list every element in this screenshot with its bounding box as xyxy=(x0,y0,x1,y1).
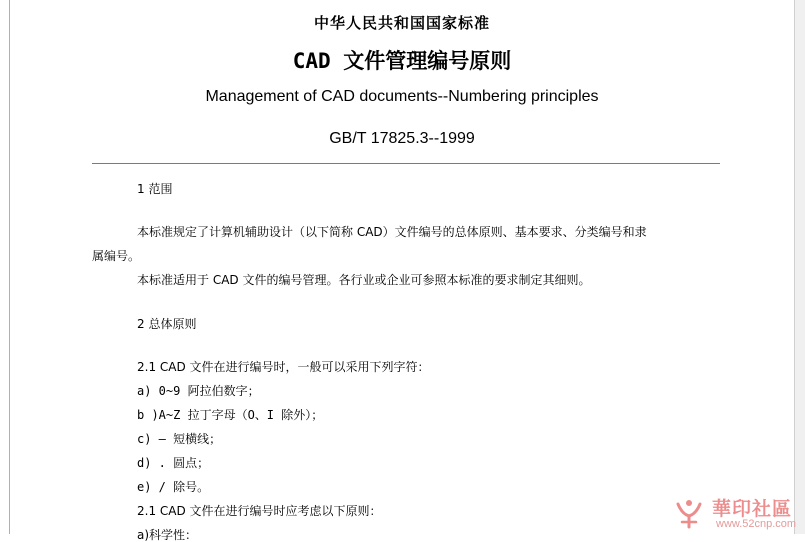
header-divider xyxy=(92,163,720,164)
paragraph-line: 属编号。 xyxy=(92,249,141,263)
list-item: c) – 短横线； xyxy=(137,432,222,446)
standard-number: GB/T 17825.3--1999 xyxy=(329,130,475,147)
watermark-text: 華印社區 xyxy=(712,498,793,520)
paragraph-line: 本标准适用于 CAD 文件的编号管理。各行业或企业可参照本标准的要求制定其细则。 xyxy=(137,273,591,287)
clause-line: 2.1 CAD 文件在进行编号时，一般可以采用下列字符： xyxy=(137,360,430,374)
clause-line: 2.1 CAD 文件在进行编号时应考虑以下原则： xyxy=(137,504,382,518)
site-watermark xyxy=(672,494,804,534)
paragraph-line: 本标准规定了计算机辅助设计（以下简称 CAD）文件编号的总体原则、基本要求、分类编号和隶 xyxy=(137,225,647,239)
document-page xyxy=(10,0,797,542)
list-item: b )A~Z 拉丁字母（O、I 除外）； xyxy=(137,408,324,422)
list-item: d) . 圆点； xyxy=(137,456,210,470)
watermark-url: www.52cnp.com xyxy=(716,518,797,530)
section-heading-general-principles: 2 总体原则 xyxy=(137,317,197,331)
list-item: e) / 除号。 xyxy=(137,480,210,494)
issuing-organization: 中华人民共和国国家标准 xyxy=(313,14,490,32)
scrollbar-track[interactable] xyxy=(795,0,805,534)
list-item: a)科学性： xyxy=(137,528,198,542)
document-title-chinese: CAD 文件管理编号原则 xyxy=(292,49,512,73)
document-title-english: Management of CAD documents--Numbering principles xyxy=(205,88,599,105)
list-item: a) 0~9 阿拉伯数字； xyxy=(137,384,260,398)
section-heading-scope: 1 范围 xyxy=(137,182,173,196)
watermark-logo-icon xyxy=(672,496,706,530)
